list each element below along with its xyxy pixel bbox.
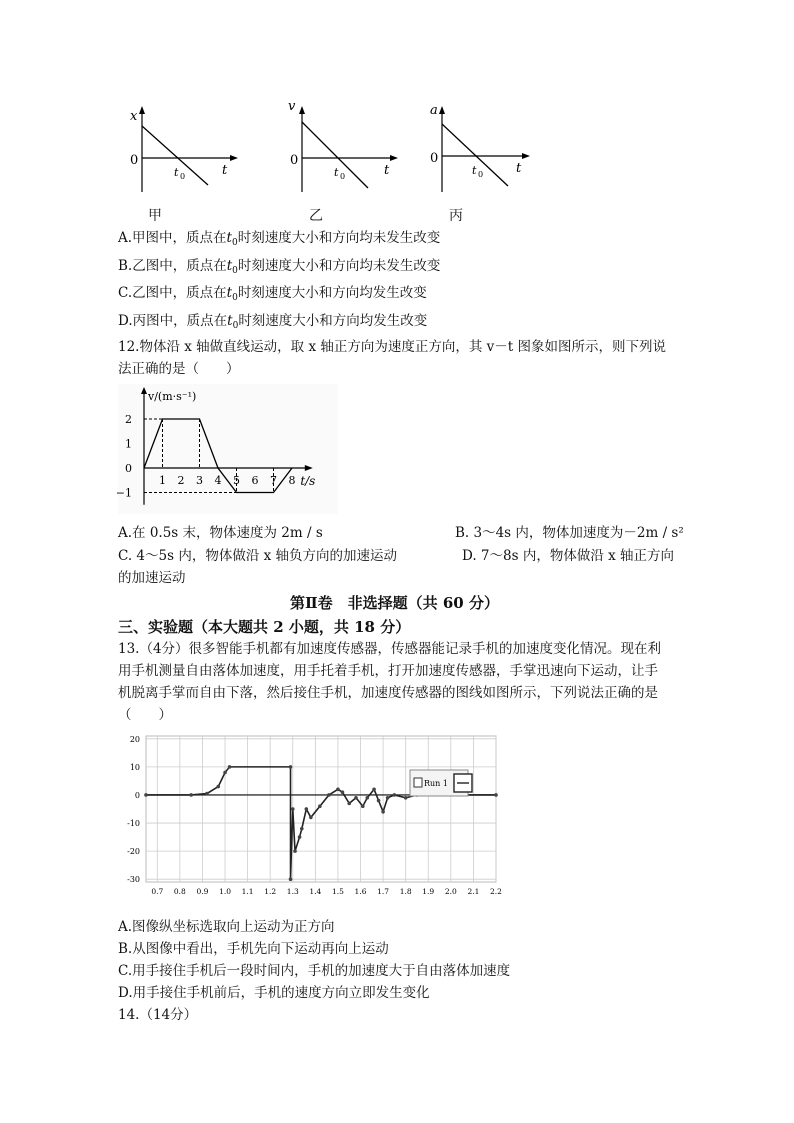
y-tick-label: 2 (125, 413, 132, 426)
q13-line2: 用手机测量自由落体加速度，用手托着手机，打开加速度传感器，手掌迅速向下运动，让手 (118, 663, 658, 679)
acc-point (386, 796, 390, 800)
caption-jia: 甲 (148, 208, 162, 224)
acc-point (289, 765, 293, 769)
acc-point (347, 802, 351, 806)
graph-xlabel: t (384, 163, 390, 178)
vt-chart (115, 384, 338, 514)
q13-option-d: D.用手接住手机前后，手机的速度方向立即发生变化 (118, 985, 430, 1001)
q14-label: 14.（14分） (118, 1007, 198, 1023)
x-axis-label: t/s (300, 474, 316, 488)
acc-point (377, 799, 381, 803)
graph-t0-sub: 0 (340, 172, 346, 181)
x-tick-label: 2.0 (444, 887, 457, 896)
x-tick-label: 7 (270, 474, 277, 487)
q12-stem-line2: 法正确的是（ ） (118, 361, 240, 377)
q12-option-a: A.在 0.5s 末，物体速度为 2m / s (118, 525, 323, 541)
acc-point (293, 849, 297, 853)
q11-option-d: D.丙图中，质点在$t_0$时刻速度大小和方向均发生改变 (118, 313, 428, 331)
q12-option-c: C. 4～5s 内，物体做沿 x 轴负方向的加速运动 (118, 548, 398, 564)
plot-area (146, 736, 496, 882)
graph-zero: 0 (430, 151, 439, 166)
x-tick-label: 1.2 (264, 887, 277, 896)
x-tick-label: 1.3 (286, 887, 299, 896)
acc-point (372, 788, 376, 792)
legend-label: Run 1 (424, 779, 448, 788)
legend-check-icon (414, 778, 422, 787)
x-tick-label: 6 (251, 474, 259, 487)
graph-zero: 0 (130, 153, 139, 168)
x-tick-label: 2.1 (467, 887, 480, 896)
x-tick-label: 1.1 (241, 887, 254, 896)
x-tick-label: 1.6 (354, 887, 367, 896)
y-tick-label: 20 (129, 734, 140, 744)
acc-point (144, 793, 148, 797)
acc-point (205, 792, 209, 796)
graph-bing (420, 100, 540, 200)
q11-option-c: C.乙图中，质点在$t_0$时刻速度大小和方向均发生改变 (118, 285, 427, 303)
x-tick-label: 2 (177, 474, 185, 487)
x-tick-label: 1.5 (331, 887, 344, 896)
x-tick-label: 0.8 (173, 887, 186, 896)
q11-option-b: B.乙图中，质点在$t_0$时刻速度大小和方向均未发生改变 (118, 258, 441, 276)
q11-option-a: A.甲图中，质点在$t_0$时刻速度大小和方向均未发生改变 (118, 230, 441, 248)
x-tick-label: 5 (233, 474, 240, 487)
q13-option-c: C.用手接住手机后一段时间内，手机的加速度大于自由落体加速度 (118, 963, 511, 979)
x-tick-label: 4 (214, 474, 222, 487)
acc-point (223, 771, 227, 775)
section2-title: 第Ⅱ卷 非选择题（共 60 分） (290, 594, 499, 612)
q13-line4: （ ） (118, 707, 172, 723)
y-tick-label: 0 (134, 790, 140, 800)
q13-line3: 机脱离手掌而自由下落，然后接住手机，加速度传感器的图线如图所示，下列说法正确的是 (118, 685, 658, 701)
x-tick-label: 1 (159, 474, 166, 487)
caption-yi: 乙 (309, 208, 323, 224)
x-tick-label: 3 (196, 474, 203, 487)
y-tick-label: -10 (127, 819, 140, 829)
acc-point (393, 793, 397, 797)
acc-point (216, 785, 220, 789)
graph-ylabel: x (130, 109, 138, 124)
acc-point (327, 793, 331, 797)
graph-t0: t (174, 166, 179, 179)
q12-option-d: D. 7～8s 内，物体做沿 x 轴正方向 (462, 548, 675, 564)
q13-line1: 13.（4分）很多智能手机都有加速度传感器，传感器能记录手机的加速度变化情况。现在利 (118, 641, 662, 657)
acc-point (189, 793, 193, 797)
graph-t0-sub: 0 (180, 172, 186, 181)
acc-chart (118, 730, 502, 910)
graph-ylabel: a (430, 103, 438, 118)
x-tick-label: 1.0 (219, 887, 232, 896)
section3-title: 三、实验题（本大题共 2 小题，共 18 分） (118, 618, 411, 636)
acc-point (381, 810, 385, 814)
acc-point (494, 793, 498, 797)
graph-jia (120, 100, 240, 200)
q13-option-a: A.图像纵坐标选取向上运动为正方向 (118, 919, 335, 935)
y-tick-label: 0 (125, 462, 132, 475)
x-tick-label: 1.4 (309, 887, 322, 896)
y-tick-label: 1 (125, 437, 132, 451)
graph-yi (280, 100, 400, 200)
acc-point (298, 835, 302, 839)
graph-t0: t (472, 164, 477, 177)
q12-stem-line1: 12.物体沿 x 轴做直线运动，取 x 轴正方向为速度正方向，其 v－t 图象如图所示，则下列说 (118, 339, 666, 355)
acc-point (309, 816, 313, 820)
graph-t0: t (334, 166, 339, 179)
acc-point (365, 796, 369, 800)
graph-zero: 0 (290, 153, 299, 168)
graph-ylabel: v (288, 99, 296, 114)
q12-option-b: B. 3～4s 内，物体加速度为－2m / s² (455, 525, 684, 541)
x-tick-label: 0.7 (151, 887, 164, 896)
acc-point (361, 804, 365, 808)
acc-point (318, 804, 322, 808)
q12-option-d-cont: 的加速运动 (118, 570, 186, 586)
acc-point (341, 790, 345, 794)
graph-xlabel: t (516, 161, 522, 176)
q13-option-b: B.从图像中看出，手机先向下运动再向上运动 (118, 941, 389, 957)
x-tick-label: 1.8 (399, 887, 412, 896)
graph-t0-sub: 0 (478, 170, 484, 179)
y-tick-label: −1 (115, 486, 132, 500)
x-tick-label: 1.7 (377, 887, 390, 896)
caption-bing: 丙 (449, 208, 463, 224)
acc-point (291, 807, 295, 811)
y-tick-label: -20 (127, 847, 140, 857)
acc-point (305, 807, 309, 811)
x-tick-label: 0.9 (196, 887, 209, 896)
acc-point (289, 877, 293, 881)
graph-xlabel: t (222, 163, 228, 178)
y-tick-label: -30 (127, 875, 140, 885)
acc-point (228, 765, 232, 769)
acc-point (300, 827, 304, 831)
y-tick-label: 10 (129, 762, 140, 772)
acc-point (404, 796, 408, 800)
x-tick-label: 8 (288, 474, 296, 487)
acc-point (354, 796, 358, 800)
x-tick-label: 1.9 (422, 887, 435, 896)
y-axis-label: v/(m·s⁻¹) (148, 390, 197, 403)
x-tick-label: 2.2 (490, 887, 502, 896)
acc-point (336, 788, 340, 792)
